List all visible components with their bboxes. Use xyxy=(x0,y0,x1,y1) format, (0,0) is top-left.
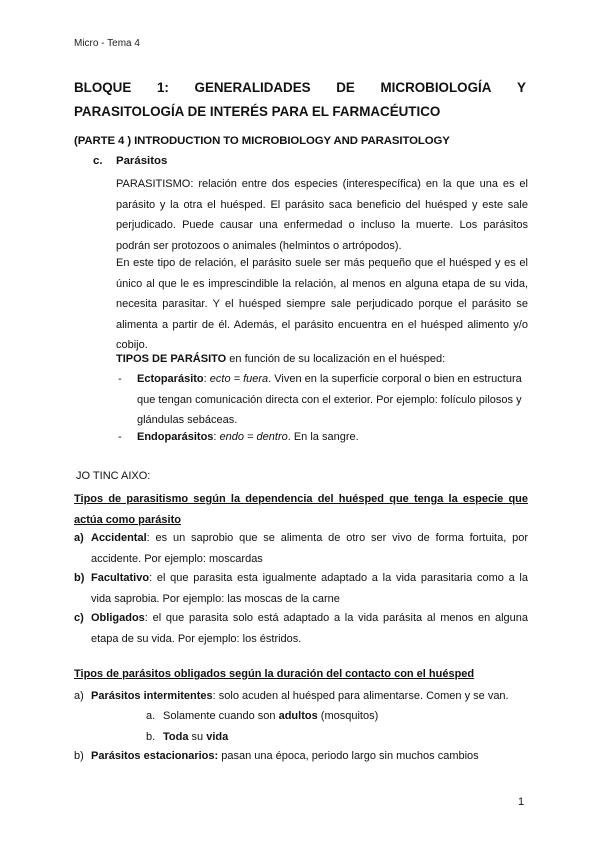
list-item xyxy=(74,750,479,762)
list-item xyxy=(74,608,528,649)
list-term: Accidental xyxy=(91,532,147,544)
bullet-endoparasitos xyxy=(137,427,527,448)
bullet-dash: - xyxy=(118,431,122,443)
heading-tipos-parasitismo: Tipos de parasitismo según la dependencia del huésped que tenga la especie que actúa como parásito xyxy=(74,493,528,526)
part-heading: (PARTE 4 ) INTRODUCTION TO MICROBIOLOGY AND PARASITOLOGY xyxy=(74,135,450,147)
bullet-dash: - xyxy=(118,373,122,385)
bullet-term: Ectoparásito xyxy=(137,373,204,385)
list-marker: b) xyxy=(74,750,84,762)
sublist-text: Solamente cuando son xyxy=(163,710,279,722)
list-marker: b) xyxy=(74,572,85,584)
list-text: : es un saprobio que se alimenta de otro ser vivo de forma fortuita, por accidente. Por ejemplo: moscardas xyxy=(91,532,528,565)
list-term: Obligados xyxy=(91,612,145,624)
list-marker: a) xyxy=(74,690,84,702)
sublist-marker: b. xyxy=(146,731,156,743)
title-line-2: PARASITOLOGÍA DE INTERÉS PARA EL FARMACÉUTICO xyxy=(74,104,441,119)
paragraph-parasitismo: PARASITISMO: relación entre dos especies (interespecífica) en la que una es el parásito y la otra el huésped. El parásito saca beneficio del huésped y este sale perjudicado. Puede causar una enfermedad o incluso la muerte. Los parásitos podrán ser protozoos o animales (helmintos o artrópodos). xyxy=(116,178,528,252)
section-title: Parásitos xyxy=(116,155,168,167)
jo-tinc-note: JO TINC AIXO: xyxy=(76,470,151,482)
title-word: MICROBIOLOGÍA xyxy=(380,80,492,95)
sublist-text: (mosquitos) xyxy=(317,710,379,722)
sublist-item xyxy=(146,710,378,722)
sublist-bold: vida xyxy=(206,731,229,743)
bullet-text: . En la sangre. xyxy=(287,431,359,443)
tipos-bold: TIPOS DE PARÁSITO xyxy=(116,353,227,365)
section-letter: c. xyxy=(93,155,103,167)
list-item xyxy=(74,690,509,702)
running-header: Micro - Tema 4 xyxy=(74,38,140,49)
page-number: 1 xyxy=(518,796,525,808)
list-term: Parásitos estacionarios: xyxy=(91,750,219,762)
sublist-text: su xyxy=(188,731,207,743)
title-word: DE xyxy=(336,80,355,95)
list-term: Parásitos intermitentes xyxy=(91,690,213,702)
bullet-term: Endoparásitos xyxy=(137,431,214,443)
list-item xyxy=(74,528,528,569)
document-title xyxy=(74,76,526,124)
heading-tipos-obligados: Tipos de parásitos obligados según la duración del contacto con el huésped xyxy=(74,668,475,680)
paragraph-relacion: En este tipo de relación, el parásito suele ser más pequeño que el huésped y es el único al que le es imprescindible la relación, al menos en alguna etapa de su vida, necesita parasitar. Y el huésped siempre sale perjudicado porque el parásito se alimenta a partir de él. Además, el parásito encuentra en el huésped alimento y/o cobijo. xyxy=(116,257,528,351)
bullet-text: . Viven en la superficie corporal o bien en estructura que tengan comunicación directa con el exterior. Por ejemplo: folículo pilosos y glándulas sebáceas. xyxy=(137,373,522,426)
sublist-bold: adultos xyxy=(278,710,318,722)
list-item xyxy=(74,568,528,609)
title-word: 1: xyxy=(156,80,169,95)
tipos-rest: en función de su localización en el huésped: xyxy=(226,353,446,365)
sublist-marker: a. xyxy=(146,710,156,722)
sublist-bold: Toda xyxy=(163,731,189,743)
list-text: : solo acuden al huésped para alimentarse. Comen y se van. xyxy=(212,690,509,702)
bullet-sep: : xyxy=(213,431,220,443)
bullet-etymology: endo = dentro xyxy=(219,431,288,443)
bullet-etymology: ecto = fuera xyxy=(209,373,269,385)
list-term: Facultativo xyxy=(91,572,150,584)
title-word: BLOQUE xyxy=(74,80,132,95)
list-text: : el que parasita esta igualmente adaptado a la vida parasitaria como a la vida saprobia. Por ejemplo: las moscas de la carne xyxy=(91,572,528,605)
sublist-item xyxy=(146,731,228,743)
bullet-sep: : xyxy=(203,373,210,385)
list-marker: c) xyxy=(74,612,84,624)
title-word: GENERALIDADES xyxy=(194,80,311,95)
list-marker: a) xyxy=(74,532,84,544)
tipos-parasito-line xyxy=(116,349,528,370)
section-heading xyxy=(93,155,167,167)
title-word: Y xyxy=(517,80,526,95)
bullet-ectoparasito xyxy=(137,369,527,431)
list-text: : el que parasita solo está adaptado a la vida parásita al menos en alguna etapa de su vida. Por ejemplo: los éstridos. xyxy=(91,612,528,645)
list-text: pasan una época, periodo largo sin muchos cambios xyxy=(218,750,479,762)
